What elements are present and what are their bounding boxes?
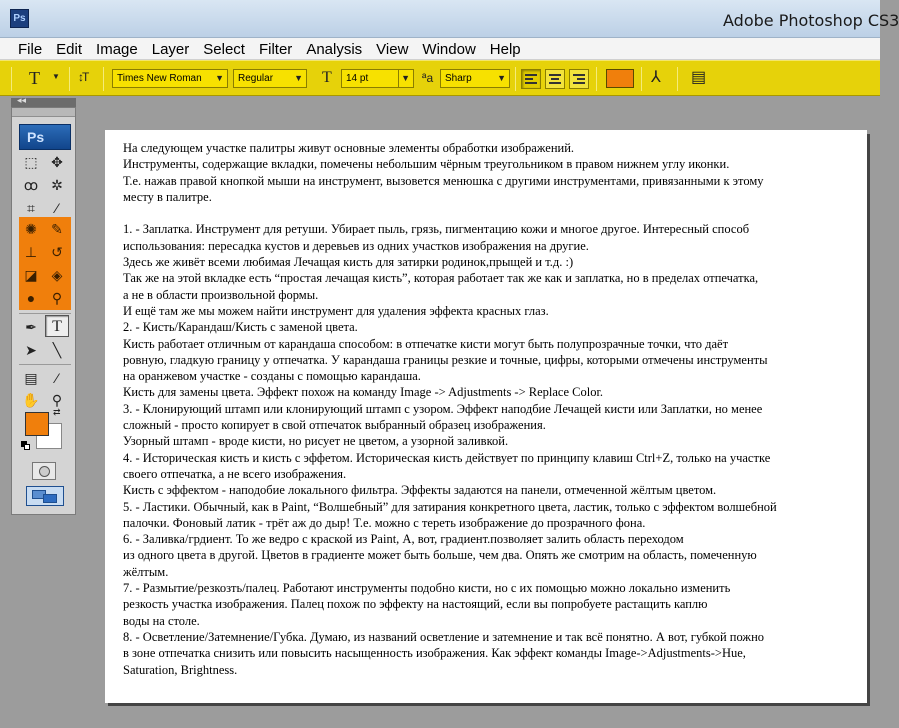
type-tool-icon[interactable]: T xyxy=(45,315,69,337)
menu-image[interactable]: Image xyxy=(96,41,138,58)
lasso-tool-icon[interactable]: ꝏ xyxy=(23,177,39,193)
document-text-line: Узорный штамп - вроде кисти, но рисует не цветом, а узорной заливкой. xyxy=(123,434,509,449)
document-text-line: 5. - Ластики. Обычный, как в Paint, “Волшебный” для затирания конкретного цвета, ластик, только с эффектом волшебной xyxy=(123,499,777,514)
slice-tool-icon[interactable]: ⁄ xyxy=(55,200,59,216)
hand-tool-icon[interactable]: ✋ xyxy=(22,392,40,408)
chevron-down-icon: ▼ xyxy=(497,73,506,83)
magic-wand-tool-icon[interactable]: ✲ xyxy=(51,177,63,193)
chevron-down-icon: ▼ xyxy=(398,70,410,87)
paint-bucket-tool-icon[interactable]: ◈ xyxy=(51,267,63,283)
document-text-line: использования: пересадка кустов и деревьев из одних участков изображения на другие. xyxy=(123,238,589,253)
options-grip xyxy=(11,67,12,91)
font-style-value: Regular xyxy=(238,73,274,84)
collapse-arrows-icon[interactable]: ◂◂ xyxy=(17,95,27,105)
title-bar xyxy=(0,0,899,38)
move-tool-icon[interactable]: ✥ xyxy=(51,154,63,170)
document-text-line: своего отпечатка, а не всего изображения. xyxy=(123,466,347,481)
anti-alias-icon: ªa xyxy=(422,71,434,85)
document-text-line: Здесь же живёт всеми любимая Лечащая кисть для затирки родинок,прыщей и т.д. :) xyxy=(123,255,574,270)
font-size-icon: T xyxy=(322,69,332,86)
swap-colors-icon[interactable]: ⇄ xyxy=(53,407,61,417)
default-colors-icon[interactable] xyxy=(21,441,30,450)
align-left-button[interactable] xyxy=(521,69,541,89)
foreground-color-swatch[interactable] xyxy=(25,412,49,436)
menu-select[interactable]: Select xyxy=(203,41,245,58)
options-bar xyxy=(0,60,880,96)
align-center-button[interactable] xyxy=(545,69,565,89)
document-text-line: 2. - Кисть/Карандаш/Кисть с заменой цвета. xyxy=(123,320,358,335)
menu-view[interactable]: View xyxy=(376,41,409,58)
document-text-line: Кисть для замены цвета. Эффект похож на команду Image -> Adjustments -> Replace Color. xyxy=(123,385,604,400)
photoshop-logo[interactable]: Ps xyxy=(19,124,71,150)
document-text-line: 6. - Заливка/грдиент. То же ведро с краской из Paint, А, вот, градиент.позволяет залить область переходом xyxy=(123,532,684,547)
warp-text-icon[interactable]: ⅄ xyxy=(651,69,661,86)
screen-mode-button[interactable] xyxy=(26,486,64,506)
menu-bar xyxy=(0,38,880,60)
clone-stamp-tool-icon[interactable]: ⊥ xyxy=(24,244,38,260)
line-tool-icon[interactable]: ╲ xyxy=(52,342,62,358)
crop-tool-icon[interactable]: ⌗ xyxy=(27,200,35,216)
document-text-line: Кисть работает отличным от карандаша способом: в отпечатке кисти могут быть полупрозрачные точки, что даёт xyxy=(123,336,729,351)
document-text-line: резкость участка изображения. Палец похож по эффекту на настоящий, если вы попробуете растащить каплю xyxy=(123,597,708,612)
document-canvas[interactable] xyxy=(105,130,867,703)
character-palette-icon[interactable]: ▤ xyxy=(691,69,707,86)
document-text-line: на оранжевом участке - созданы с помощью карандаша. xyxy=(123,369,421,384)
document-text-line: а не в области произвольной формы. xyxy=(123,287,319,302)
anti-alias-value: Sharp xyxy=(445,73,472,84)
document-text-line: воды на столе. xyxy=(123,613,200,628)
blur-tool-icon[interactable]: ● xyxy=(26,290,36,306)
eraser-tool-icon[interactable]: ◪ xyxy=(24,267,38,283)
menu-filter[interactable]: Filter xyxy=(258,41,293,58)
text-color-swatch[interactable] xyxy=(606,69,634,88)
menu-analysis[interactable]: Analysis xyxy=(306,41,363,58)
menu-file[interactable]: File xyxy=(18,41,43,58)
document-text-line: На следующем участке палитры живут основные элементы обработки изображений. xyxy=(123,141,575,155)
preset-dropdown-icon[interactable]: ▼ xyxy=(52,72,60,81)
document-text-line: из одного цвета в другой. Цветов в градиенте может быть больше, чем два. Опять же смотрим на область, помеченную xyxy=(123,548,757,563)
window-title: Adobe Photoshop CS3 xyxy=(723,11,899,30)
chevron-down-icon: ▼ xyxy=(215,73,224,83)
eyedropper-tool-icon[interactable]: ⁄ xyxy=(55,370,59,386)
quick-mask-button[interactable] xyxy=(32,462,56,480)
document-text-line: И ещё там же мы можем найти инструмент для удаления эффекта красных глаз. xyxy=(123,303,549,318)
document-text-line: ровную, гладкую границу у отпечатка. У карандаша границы резкие и точные, цифры, которыми отмечены инструменты xyxy=(123,352,768,367)
patch-tool-icon[interactable]: ✺ xyxy=(25,221,37,237)
notes-tool-icon[interactable]: ▤ xyxy=(24,370,38,386)
anti-alias-select[interactable] xyxy=(440,69,510,88)
marquee-tool-icon[interactable]: ⬚ xyxy=(24,154,38,170)
document-text-line: 1. - Заплатка. Инструмент для ретуши. Убирает пыль, грязь, пигментацию кожи и многое другое. Интересный способ xyxy=(123,222,750,237)
pen-tool-icon[interactable]: ✒ xyxy=(25,319,37,335)
document-text-line: 8. - Осветление/Затемнение/Губка. Думаю, из названий осветление и затемнение и так всё понятно. А вот, губкой пожно xyxy=(123,629,765,644)
align-right-button[interactable] xyxy=(569,69,589,89)
document-text-line: Saturation, Brightness. xyxy=(123,662,238,677)
dodge-tool-icon[interactable]: ⚲ xyxy=(51,290,63,306)
blank-line xyxy=(123,205,859,221)
menu-window[interactable]: Window xyxy=(422,41,476,58)
zoom-tool-icon[interactable]: ⚲ xyxy=(51,392,63,408)
font-style-select[interactable] xyxy=(233,69,307,88)
font-size-select[interactable] xyxy=(341,69,414,88)
document-text-line: палочки. Фоновый латик - трёт аж до дыр! Т.е. можно с тереть изображение до прозрачного фона. xyxy=(123,515,646,530)
panel-collapse-bar[interactable] xyxy=(11,95,76,107)
document-text-line: Т.е. нажав правой кнопкой мыши на инструмент, вызовется менюшка с другими инструментами, привязанными к этому xyxy=(123,173,764,188)
document-text-line: месту в палитре. xyxy=(123,189,212,204)
document-text-line: Так же на этой вкладке есть “простая лечащая кисть”, которая работает так же как и заплатка, но в пределах отпечатка, xyxy=(123,271,759,286)
document-text-line: 7. - Размытие/резкозть/палец. Работают инструменты подобно кисти, но с их помощью можно локально изменить xyxy=(123,581,731,596)
document-text-line: 4. - Историческая кисть и кисть с эффетом. Историческая кисть действует по принципу клавиш Ctrl+Z, только на участке xyxy=(123,450,771,465)
document-text-line: Кисть с эффектом - наподобие локального фильтра. Эффекты задаются на панели, отмеченной жёлтым цветом. xyxy=(123,483,717,498)
document-text-line: Инструменты, содержащие вкладки, помечены небольшим чёрным треугольником в правом нижнем углу иконки. xyxy=(123,157,730,172)
document-text-line: жёлтым. xyxy=(123,564,169,579)
chevron-down-icon: ▼ xyxy=(294,73,303,83)
tools-panel-grip[interactable] xyxy=(12,108,75,117)
brush-tool-icon[interactable]: ✎ xyxy=(51,221,63,237)
history-brush-tool-icon[interactable]: ↺ xyxy=(51,244,63,260)
path-selection-tool-icon[interactable]: ➤ xyxy=(25,342,37,358)
font-family-value: Times New Roman xyxy=(117,73,202,84)
menu-edit[interactable]: Edit xyxy=(56,41,83,58)
text-orientation-icon[interactable]: ↕T xyxy=(78,70,88,84)
photoshop-app-icon[interactable]: Ps xyxy=(10,9,29,28)
document-text-line: в зоне отпечатка снизить или повысить насыщенность изображения. Как эффект команды Image->Adjustments->Hue, xyxy=(123,646,746,661)
menu-layer[interactable]: Layer xyxy=(151,41,190,58)
document-text-line: 3. - Клонирующий штамп или клонирующий штамп с узором. Эффект наподбие Лечащей кисти или Заплатки, но менее xyxy=(123,401,763,416)
menu-help[interactable]: Help xyxy=(489,41,521,58)
font-size-value: 14 pt xyxy=(346,73,369,84)
font-family-select[interactable] xyxy=(112,69,228,88)
tools-panel xyxy=(11,107,76,515)
document-text-line: сложный - просто копирует в свой отпечаток выбранный образец изображения. xyxy=(123,418,546,433)
type-tool-preset-icon[interactable]: T xyxy=(29,68,40,88)
